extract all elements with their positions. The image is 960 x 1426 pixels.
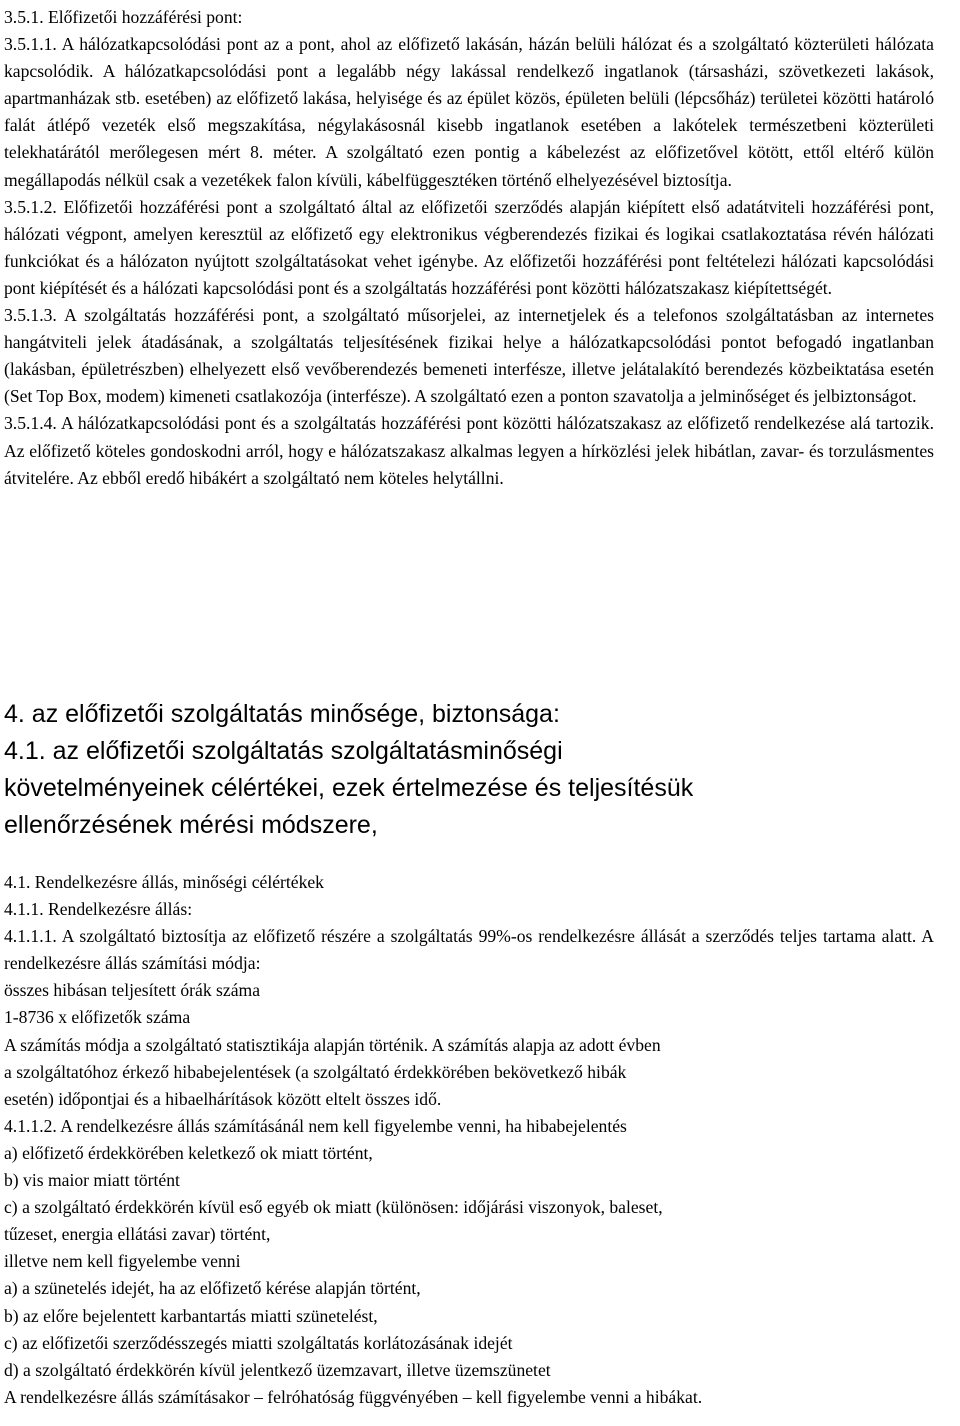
exclusion-intro: illetve nem kell figyelembe venni bbox=[4, 1251, 241, 1272]
calc-line: A számítás módja a szolgáltató statisztikája alapján történik. A számítás alapja az adott évben bbox=[4, 1034, 661, 1055]
list-item: b) az előre bejelentett karbantartás miatti szünetelést, bbox=[4, 1305, 378, 1326]
subtitle-line: ellenőrzésének mérési módszere, bbox=[4, 811, 378, 839]
formula-denominator: 1-8736 x előfizetők száma bbox=[4, 1007, 191, 1028]
calc-line: esetén) időpontjai és a hibaelhárítások között eltelt összes idő. bbox=[4, 1088, 442, 1109]
section-3-5-1 bbox=[4, 4, 934, 492]
list-item: c) a szolgáltató érdekkörén kívül eső egyéb ok miatt (különösen: időjárási viszonyok, baleset, bbox=[4, 1197, 663, 1218]
list-item: b) vis maior miatt történt bbox=[4, 1170, 180, 1191]
paragraph-3-5-1-2: 3.5.1.2. Előfizetői hozzáférési pont a szolgáltató által az előfizetői szerződés alapján kiépített első adatátviteli hozzáférési pont, hálózati végpont, amelyen keresztül az előfizető egy elektronikus végberendezés fizikai és logikai csatlakoztatása révén hálózati funkciókat és a hálózaton nyújtott szolgáltatásokat vehet igénybe. Az előfizetői hozzáférési pont feltételezi hálózati kapcsolódási pont kiépítését és a hálózati kapcsolódási pont és a szolgáltatás hozzáférési pont közötti hálózatszakasz kiépítettségét. bbox=[4, 196, 934, 298]
subtitle-line: 4.1. az előfizetői szolgáltatás szolgáltatásminőségi bbox=[4, 737, 563, 765]
paragraph-4-1-1-1: 4.1.1.1. A szolgáltató biztosítja az előfizető részére a szolgáltatás 99%-os rendelkezésre állását a szerződés teljes tartama alatt. A rendelkezésre állás számítási módja: bbox=[4, 926, 934, 974]
list-item-continuation: tűzeset, energia ellátási zavar) történt, bbox=[4, 1224, 271, 1245]
chapter-title: 4. az előfizetői szolgáltatás minősége, biztonsága: bbox=[4, 700, 560, 728]
list-item: a) előfizető érdekkörében keletkező ok miatt történt, bbox=[4, 1142, 373, 1163]
paragraph-3-5-1-1: 3.5.1.1. A hálózatkapcsolódási pont az a pont, ahol az előfizető lakásán, házán belüli hálózat és a szolgáltató közterületi hálózata kapcsolódik. A hálózatkapcsolódási pont a legalább négy lakással rendelkező ingatlanok (társasházi, szövetkezeti lakások, apartmanházak stb. esetében) az előfizető lakása, helyisége és az épület közös, épületen belüli (lépcsőház) területei közötti határoló falát átlépő vezeték első megszakítása, négylakásosnál kisebb ingatlanok esetében a lakótelek természetbeni közterületi telekhatárától merőlegesen mért 8. méter. A szolgáltató ezen pontig a kábelezést az előfizetővel kötött, ettől eltérő külön megállapodás nélkül csak a vezetékek falon kívüli, kábelfüggesztéken történő elhelyezésével biztosítja. bbox=[4, 34, 934, 190]
list-item: d) a szolgáltató érdekkörén kívül jelentkező üzemzavart, illetve üzemszünetet bbox=[4, 1359, 551, 1380]
paragraph-3-5-1-4: 3.5.1.4. A hálózatkapcsolódási pont és a szolgáltatás hozzáférési pont közötti hálózatszakasz az előfizető rendelkezése alá tartozik. Az előfizető köteles gondoskodni arról, hogy e hálózatszakasz alkalmas legyen a hírközlési jelek hibátlan, zavar- és torzulásmentes átvitelére. Az ebből eredő hibákért a szolgáltató nem köteles helytállni. bbox=[4, 413, 934, 488]
section-heading: 3.5.1. Előfizetői hozzáférési pont: bbox=[4, 7, 243, 27]
list-item: a) a szünetelés idejét, ha az előfizető kérése alapján történt, bbox=[4, 1278, 421, 1299]
paragraph-3-5-1-3: 3.5.1.3. A szolgáltatás hozzáférési pont, a szolgáltató műsorjelei, az internetjelek és a telefonos szolgáltatásban az internetes hangátviteli jelek átadásának, a szolgáltatás teljesítésének fizikai helye a hálózatkapcsolódási pontot befogadó ingatlanban (lakásban, épületrészben) elhelyezett első vevőberendezés bemeneti interfésze, illetve jelátalakító berendezés közbeiktatása esetén (Set Top Box, modem) kimeneti csatlakozója (interfésze). A szolgáltató ezen a ponton szavatolja a jelminőséget és jelbiztonságot. bbox=[4, 305, 934, 407]
list-item: c) az előfizetői szerződésszegés miatti szolgáltatás korlátozásának idejét bbox=[4, 1332, 513, 1353]
subsection-heading: 4.1.1. Rendelkezésre állás: bbox=[4, 899, 193, 920]
calc-line: a szolgáltatóhoz érkező hibabejelentések (a szolgáltató érdekkörében bekövetkező hibák bbox=[4, 1061, 627, 1082]
paragraph-4-1-1-2: 4.1.1.2. A rendelkezésre állás számításánál nem kell figyelembe venni, ha hibabejelentés bbox=[4, 1115, 627, 1136]
section-heading: 4.1. Rendelkezésre állás, minőségi célértékek bbox=[4, 872, 324, 892]
closing-paragraph: A rendelkezésre állás számításakor – felróhatóság függvényében – kell figyelembe venni a hibákat. bbox=[4, 1386, 703, 1407]
section-4-1 bbox=[4, 869, 934, 1411]
formula-numerator: összes hibásan teljesített órák száma bbox=[4, 980, 261, 1001]
subtitle-line: követelményeinek célértékei, ezek értelmezése és teljesítésük bbox=[4, 774, 694, 802]
chapter-subtitle bbox=[4, 733, 693, 844]
